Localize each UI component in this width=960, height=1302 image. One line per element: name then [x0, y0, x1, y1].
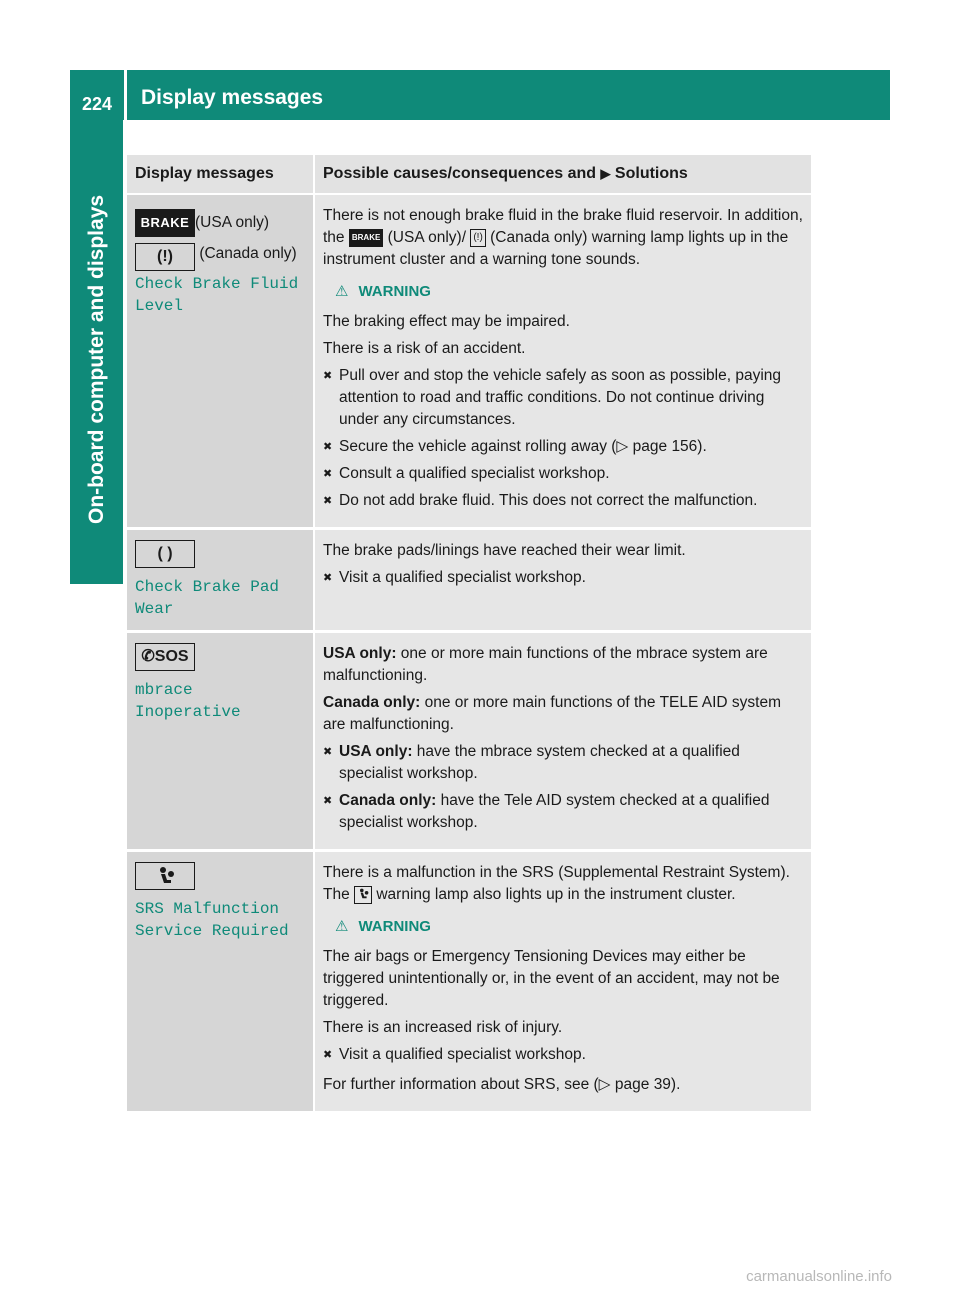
step-text: Visit a qualified specialist workshop. [339, 569, 586, 586]
message-text-line1: Check Brake Pad [135, 578, 280, 596]
canada-only-text: (Canada only) [199, 245, 297, 263]
usa-label: USA only: [339, 743, 413, 760]
step-item [323, 1044, 803, 1066]
table-row [127, 632, 811, 851]
play-arrow-icon: ▶ [600, 166, 611, 181]
warning-text: The braking effect may be impaired. [323, 313, 570, 330]
description-text: (USA only)/ [387, 229, 467, 246]
page-number: 224 [70, 70, 127, 120]
brake-warning-icon: BRAKE [135, 209, 195, 237]
brake-pad-icon: ( ) [135, 540, 195, 568]
description [323, 692, 803, 736]
step-arrow-icon: ✖ [323, 495, 333, 507]
table-row [127, 194, 811, 529]
solution-cell [314, 851, 811, 1112]
message-text-line1: Check Brake Fluid [135, 275, 299, 293]
table-row [127, 851, 811, 1112]
step-item [323, 365, 803, 431]
watermark: carmanualsonline.info [746, 1268, 892, 1285]
message-cell [127, 529, 314, 632]
description: The brake pads/linings have reached their wear limit. [323, 542, 686, 559]
step-item [323, 436, 803, 458]
brake-circle-inline-icon: (!) [470, 229, 485, 247]
usa-only-text: (USA only) [195, 214, 270, 232]
warning-text: There is a risk of an accident. [323, 340, 526, 357]
step-text: Visit a qualified specialist workshop. [339, 1046, 586, 1063]
description-text: There is not enough brake fluid in the brake fluid reservoir. In addition, the [323, 207, 803, 246]
step-item [323, 741, 803, 785]
message-cell [127, 194, 314, 529]
description-text: one or more main functions of the TELE AID system are malfunctioning. [323, 694, 782, 733]
airbag-warning-icon [135, 862, 195, 890]
sos-icon-label: SOS [154, 648, 189, 665]
canada-label: Canada only: [339, 792, 437, 809]
message-cell [127, 851, 314, 1112]
message-text-line2: Level [135, 297, 184, 315]
warning-text: There is an increased risk of injury. [323, 1019, 563, 1036]
description-text: (Canada only) warning lamp lights up in the instrument cluster and a warning tone sounds. [323, 229, 789, 268]
step-text: have the mbrace system checked at a qualified specialist workshop. [339, 743, 740, 782]
solution-cell [314, 194, 811, 529]
step-item [323, 490, 803, 512]
usa-label: USA only: [323, 645, 397, 662]
step-text: Secure the vehicle against rolling away (▷ page 156). [339, 438, 707, 455]
step-arrow-icon: ✖ [323, 441, 333, 453]
warning-heading [335, 281, 803, 303]
description [323, 205, 803, 271]
message-text-line2: Service Required [135, 922, 289, 940]
message-cell [127, 632, 314, 851]
table-row [127, 529, 811, 632]
side-tab-label: On-board computer and displays [85, 194, 108, 524]
page-title: Display messages [141, 86, 324, 109]
warning-label: WARNING [358, 918, 431, 935]
sos-phone-icon: ✆SOS [135, 643, 195, 671]
step-text: Consult a qualified specialist workshop. [339, 465, 610, 482]
step-arrow-icon: ✖ [323, 1049, 333, 1061]
description-text: There is a malfunction in the SRS (Supplemental Restraint System). The [323, 864, 790, 903]
airbag-inline-icon [354, 886, 372, 904]
warning-text: The air bags or Emergency Tensioning Devices may either be triggered unintentionally or, in the event of an accident, may not be triggered. [323, 948, 780, 1009]
col-header-solutions-text: Solutions [614, 165, 688, 182]
step-text: Pull over and stop the vehicle safely as soon as possible, paying attention to road and traffic conditions. Do not continue driving under any circumstances. [339, 367, 782, 428]
solution-cell [314, 632, 811, 851]
description-text: one or more main functions of the mbrace system are malfunctioning. [323, 645, 768, 684]
message-text-line2: Wear [135, 600, 174, 618]
brake-inline-icon: BRAKE [349, 229, 383, 247]
step-arrow-icon: ✖ [323, 746, 333, 758]
canada-label: Canada only: [323, 694, 421, 711]
step-item [323, 463, 803, 485]
brake-circle-warning-icon: (!) [135, 243, 195, 271]
step-item [323, 567, 803, 589]
col-header-causes [314, 155, 811, 194]
table-header-row [127, 155, 811, 194]
step-arrow-icon: ✖ [323, 468, 333, 480]
step-item [323, 790, 803, 834]
col-header-causes-text: Possible causes/consequences and [323, 165, 597, 182]
message-text-line1: SRS Malfunction [135, 900, 280, 918]
step-arrow-icon: ✖ [323, 370, 333, 382]
warning-triangle-icon: ⚠ [335, 283, 349, 300]
display-messages-table [127, 155, 811, 1111]
description [323, 862, 803, 906]
solution-cell [314, 529, 811, 632]
warning-triangle-icon: ⚠ [335, 918, 349, 935]
description [323, 643, 803, 687]
col-header-display-messages: Display messages [127, 155, 314, 194]
warning-label: WARNING [358, 283, 431, 300]
warning-heading [335, 916, 803, 938]
message-text: mbrace Inoperative [135, 681, 241, 721]
step-text: Do not add brake fluid. This does not correct the malfunction. [339, 492, 758, 509]
step-arrow-icon: ✖ [323, 795, 333, 807]
step-text: have the Tele AID system checked at a qualified specialist workshop. [339, 792, 770, 831]
further-info: For further information about SRS, see (▷ page 39). [323, 1076, 681, 1093]
step-arrow-icon: ✖ [323, 572, 333, 584]
description-text: warning lamp also lights up in the instrument cluster. [376, 886, 736, 903]
